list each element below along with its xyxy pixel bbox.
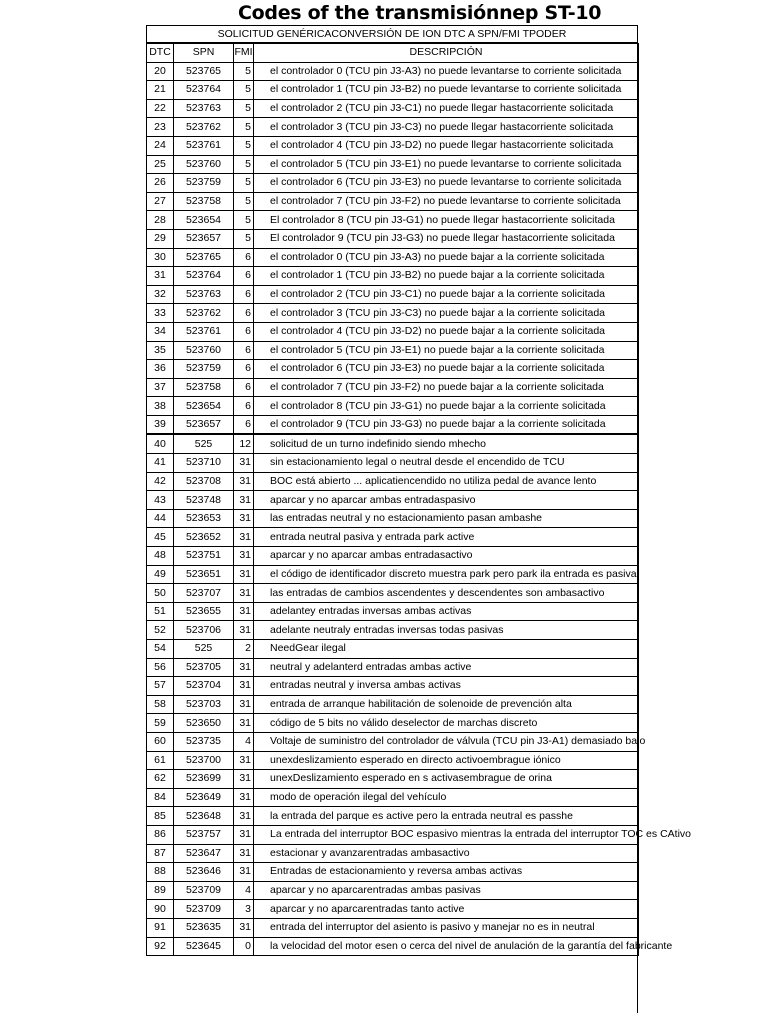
table-row	[147, 788, 639, 807]
cell-spn: 523760	[174, 155, 234, 174]
table-row	[147, 378, 639, 397]
cell-description: el controlador 0 (TCU pin J3-A3) no puede bajar a la corriente solicitada	[254, 248, 639, 267]
cell-description: aparcar y no aparcarentradas ambas pasivas	[254, 881, 639, 900]
table-row	[147, 322, 639, 341]
cell-dtc: 23	[147, 118, 174, 137]
cell-description: BOC está abierto ... aplicatiencendido no utiliza pedal de avance lento	[254, 472, 639, 491]
cell-description: el controlador 8 (TCU pin J3-G1) no puede bajar a la corriente solicitada	[254, 397, 639, 416]
cell-spn: 523735	[174, 732, 234, 751]
table-row	[147, 658, 639, 677]
cell-description: el controlador 4 (TCU pin J3-D2) no puede bajar a la corriente solicitada	[254, 322, 639, 341]
cell-dtc: 21	[147, 81, 174, 100]
cell-fmi: 5	[234, 192, 254, 211]
cell-fmi: 6	[234, 322, 254, 341]
table-row	[147, 881, 639, 900]
cell-fmi: 3	[234, 900, 254, 919]
cell-spn: 523708	[174, 472, 234, 491]
cell-description: el controlador 6 (TCU pin J3-E3) no puede levantarse to corriente solicitada	[254, 174, 639, 193]
table-row	[147, 136, 639, 155]
cell-fmi: 2	[234, 640, 254, 659]
cell-spn: 523655	[174, 602, 234, 621]
cell-dtc: 43	[147, 491, 174, 510]
cell-dtc: 56	[147, 658, 174, 677]
cell-fmi: 31	[234, 788, 254, 807]
cell-description: el controlador 0 (TCU pin J3-A3) no puede levantarse to corriente solicitada	[254, 62, 639, 81]
cell-spn: 523703	[174, 695, 234, 714]
cell-description: la velocidad del motor esen o cerca del nivel de anulación de la garantía del fabricante	[254, 937, 639, 956]
table-row	[147, 677, 639, 696]
table-row	[147, 528, 639, 547]
cell-description: el controlador 1 (TCU pin J3-B2) no puede levantarse to corriente solicitada	[254, 81, 639, 100]
table-row	[147, 397, 639, 416]
cell-dtc: 36	[147, 360, 174, 379]
cell-spn: 523650	[174, 714, 234, 733]
dtc-table	[146, 43, 691, 956]
cell-dtc: 88	[147, 863, 174, 882]
table-row	[147, 304, 639, 323]
cell-dtc: 28	[147, 211, 174, 230]
cell-description: el controlador 7 (TCU pin J3-F2) no puede levantarse to corriente solicitada	[254, 192, 639, 211]
cell-dtc: 51	[147, 602, 174, 621]
cell-fmi: 5	[234, 81, 254, 100]
cell-description: Entradas de estacionamiento y reversa ambas activas	[254, 863, 639, 882]
cell-description: el controlador 7 (TCU pin J3-F2) no puede bajar a la corriente solicitada	[254, 378, 639, 397]
cell-dtc: 26	[147, 174, 174, 193]
cell-dtc: 44	[147, 509, 174, 528]
cell-description: las entradas de cambios ascendentes y descendentes son ambasactivo	[254, 584, 639, 603]
cell-spn: 523699	[174, 770, 234, 789]
cell-spn: 523646	[174, 863, 234, 882]
cell-spn: 523653	[174, 509, 234, 528]
cell-spn: 523707	[174, 584, 234, 603]
cell-spn: 523764	[174, 267, 234, 286]
table-row	[147, 174, 639, 193]
cell-spn: 523651	[174, 565, 234, 584]
cell-spn: 523759	[174, 174, 234, 193]
table-row	[147, 229, 639, 248]
table-row	[147, 434, 639, 453]
cell-description: Voltaje de suministro del controlador de válvula (TCU pin J3-A1) demasiado bajo	[254, 732, 639, 751]
table-row	[147, 825, 639, 844]
cell-spn: 523710	[174, 454, 234, 473]
table-row	[147, 155, 639, 174]
cell-spn: 523652	[174, 528, 234, 547]
cell-spn: 523648	[174, 807, 234, 826]
table-row	[147, 937, 639, 956]
cell-spn: 523762	[174, 304, 234, 323]
cell-spn: 523700	[174, 751, 234, 770]
cell-fmi: 31	[234, 491, 254, 510]
cell-spn: 523654	[174, 211, 234, 230]
cell-dtc: 25	[147, 155, 174, 174]
cell-dtc: 54	[147, 640, 174, 659]
cell-description: entrada neutral pasiva y entrada park active	[254, 528, 639, 547]
cell-spn: 523757	[174, 825, 234, 844]
table-row	[147, 99, 639, 118]
cell-dtc: 20	[147, 62, 174, 81]
cell-fmi: 31	[234, 807, 254, 826]
cell-description: entrada de arranque habilitación de solenoide de prevención alta	[254, 695, 639, 714]
cell-dtc: 42	[147, 472, 174, 491]
cell-dtc: 90	[147, 900, 174, 919]
cell-dtc: 92	[147, 937, 174, 956]
cell-fmi: 31	[234, 714, 254, 733]
cell-description: el controlador 2 (TCU pin J3-C1) no puede bajar a la corriente solicitada	[254, 285, 639, 304]
cell-fmi: 31	[234, 584, 254, 603]
cell-spn: 523645	[174, 937, 234, 956]
column-header-description: DESCRIPCIÓN	[254, 44, 639, 63]
cell-dtc: 39	[147, 415, 174, 434]
table-row	[147, 81, 639, 100]
table-row	[147, 341, 639, 360]
cell-dtc: 57	[147, 677, 174, 696]
column-header-fmi: FMI	[234, 44, 254, 63]
cell-dtc: 91	[147, 918, 174, 937]
table-row	[147, 62, 639, 81]
cell-dtc: 85	[147, 807, 174, 826]
column-header-spn: SPN	[174, 44, 234, 63]
cell-spn: 523764	[174, 81, 234, 100]
cell-dtc: 60	[147, 732, 174, 751]
cell-description: entrada del interruptor del asiento is pasivo y manejar no es in neutral	[254, 918, 639, 937]
cell-dtc: 37	[147, 378, 174, 397]
cell-description: sin estacionamiento legal o neutral desde el encendido de TCU	[254, 454, 639, 473]
cell-fmi: 31	[234, 918, 254, 937]
table-row	[147, 900, 639, 919]
cell-description: el controlador 6 (TCU pin J3-E3) no puede bajar a la corriente solicitada	[254, 360, 639, 379]
cell-fmi: 31	[234, 472, 254, 491]
cell-spn: 523765	[174, 62, 234, 81]
table-row	[147, 640, 639, 659]
table-row	[147, 732, 639, 751]
cell-spn: 523763	[174, 99, 234, 118]
cell-spn: 523761	[174, 136, 234, 155]
cell-spn: 523758	[174, 192, 234, 211]
cell-spn: 523760	[174, 341, 234, 360]
cell-description: código de 5 bits no válido deselector de marchas discreto	[254, 714, 639, 733]
table-row	[147, 454, 639, 473]
cell-fmi: 5	[234, 155, 254, 174]
cell-description: el controlador 9 (TCU pin J3-G3) no puede bajar a la corriente solicitada	[254, 415, 639, 434]
cell-description: las entradas neutral y no estacionamiento pasan ambashe	[254, 509, 639, 528]
cell-fmi: 31	[234, 825, 254, 844]
cell-fmi: 31	[234, 751, 254, 770]
cell-description: adelante neutraly entradas inversas todas pasivas	[254, 621, 639, 640]
cell-description: el controlador 5 (TCU pin J3-E1) no puede levantarse to corriente solicitada	[254, 155, 639, 174]
table-row	[147, 118, 639, 137]
cell-fmi: 31	[234, 621, 254, 640]
cell-fmi: 6	[234, 285, 254, 304]
cell-fmi: 6	[234, 341, 254, 360]
table-row	[147, 844, 639, 863]
cell-description: el controlador 1 (TCU pin J3-B2) no puede bajar a la corriente solicitada	[254, 267, 639, 286]
cell-description: la entrada del parque es active pero la entrada neutral es passhe	[254, 807, 639, 826]
cell-fmi: 6	[234, 397, 254, 416]
cell-fmi: 31	[234, 658, 254, 677]
table-subheader: SOLICITUD GENÉRICACONVERSIÓN DE ION DTC A SPN/FMI TPODER	[146, 25, 638, 43]
cell-spn: 523709	[174, 900, 234, 919]
cell-description: el código de identificador discreto muestra park pero park ila entrada es pasiva	[254, 565, 639, 584]
cell-dtc: 58	[147, 695, 174, 714]
cell-dtc: 24	[147, 136, 174, 155]
cell-spn: 523657	[174, 229, 234, 248]
table-header-row	[147, 44, 639, 63]
cell-description: unexdeslizamiento esperado en directo activoembrague iónico	[254, 751, 639, 770]
cell-description: La entrada del interruptor BOC espasivo mientras la entrada del interruptor TOC es CAtivo	[254, 825, 639, 844]
cell-dtc: 29	[147, 229, 174, 248]
cell-dtc: 49	[147, 565, 174, 584]
cell-fmi: 5	[234, 229, 254, 248]
cell-spn: 523704	[174, 677, 234, 696]
table-row	[147, 211, 639, 230]
cell-description: aparcar y no aparcar ambas entradaspasivo	[254, 491, 639, 510]
cell-description: neutral y adelanterd entradas ambas active	[254, 658, 639, 677]
cell-fmi: 31	[234, 454, 254, 473]
cell-spn: 523765	[174, 248, 234, 267]
cell-description: estacionar y avanzarentradas ambasactivo	[254, 844, 639, 863]
cell-spn: 523657	[174, 415, 234, 434]
table-row	[147, 472, 639, 491]
cell-dtc: 27	[147, 192, 174, 211]
cell-fmi: 6	[234, 360, 254, 379]
cell-fmi: 0	[234, 937, 254, 956]
cell-fmi: 31	[234, 844, 254, 863]
cell-spn: 523647	[174, 844, 234, 863]
page-title: Codes of the transmisiónnep ST-10	[238, 2, 602, 24]
table-row	[147, 192, 639, 211]
cell-dtc: 50	[147, 584, 174, 603]
cell-fmi: 4	[234, 732, 254, 751]
table-right-border	[637, 43, 638, 1013]
cell-description: el controlador 4 (TCU pin J3-D2) no puede llegar hastacorriente solicitada	[254, 136, 639, 155]
cell-dtc: 22	[147, 99, 174, 118]
cell-fmi: 31	[234, 602, 254, 621]
cell-dtc: 45	[147, 528, 174, 547]
cell-dtc: 30	[147, 248, 174, 267]
cell-spn: 523654	[174, 397, 234, 416]
cell-fmi: 5	[234, 174, 254, 193]
table-row	[147, 621, 639, 640]
cell-description: modo de operación ilegal del vehículo	[254, 788, 639, 807]
cell-dtc: 33	[147, 304, 174, 323]
cell-fmi: 6	[234, 248, 254, 267]
cell-dtc: 41	[147, 454, 174, 473]
cell-description: el controlador 3 (TCU pin J3-C3) no puede bajar a la corriente solicitada	[254, 304, 639, 323]
cell-spn: 523709	[174, 881, 234, 900]
cell-dtc: 48	[147, 547, 174, 566]
cell-description: el controlador 3 (TCU pin J3-C3) no puede llegar hastacorriente solicitada	[254, 118, 639, 137]
cell-description: unexDeslizamiento esperado en s activasembrague de orina	[254, 770, 639, 789]
column-header-dtc: DTC	[147, 44, 174, 63]
cell-fmi: 5	[234, 118, 254, 137]
cell-spn: 523748	[174, 491, 234, 510]
cell-fmi: 5	[234, 136, 254, 155]
cell-description: el controlador 5 (TCU pin J3-E1) no puede bajar a la corriente solicitada	[254, 341, 639, 360]
table-row	[147, 918, 639, 937]
cell-dtc: 52	[147, 621, 174, 640]
cell-fmi: 31	[234, 863, 254, 882]
cell-fmi: 12	[234, 434, 254, 453]
cell-spn: 523759	[174, 360, 234, 379]
cell-description: El controlador 8 (TCU pin J3-G1) no puede llegar hastacorriente solicitada	[254, 211, 639, 230]
cell-spn: 523762	[174, 118, 234, 137]
cell-dtc: 32	[147, 285, 174, 304]
table-row	[147, 248, 639, 267]
cell-spn: 525	[174, 640, 234, 659]
cell-spn: 523705	[174, 658, 234, 677]
cell-fmi: 31	[234, 547, 254, 566]
cell-dtc: 86	[147, 825, 174, 844]
cell-description: aparcar y no aparcarentradas tanto active	[254, 900, 639, 919]
table-row	[147, 770, 639, 789]
table-row	[147, 584, 639, 603]
cell-description: aparcar y no aparcar ambas entradasactivo	[254, 547, 639, 566]
table-row	[147, 807, 639, 826]
cell-spn: 523751	[174, 547, 234, 566]
table-row	[147, 751, 639, 770]
cell-fmi: 31	[234, 770, 254, 789]
cell-fmi: 6	[234, 415, 254, 434]
cell-spn: 523758	[174, 378, 234, 397]
cell-description: adelantey entradas inversas ambas activas	[254, 602, 639, 621]
cell-fmi: 4	[234, 881, 254, 900]
cell-fmi: 5	[234, 99, 254, 118]
cell-spn: 523706	[174, 621, 234, 640]
cell-dtc: 34	[147, 322, 174, 341]
table-row	[147, 491, 639, 510]
cell-fmi: 6	[234, 267, 254, 286]
table-row	[147, 602, 639, 621]
cell-spn: 523649	[174, 788, 234, 807]
cell-fmi: 31	[234, 528, 254, 547]
cell-dtc: 61	[147, 751, 174, 770]
cell-fmi: 31	[234, 695, 254, 714]
cell-fmi: 6	[234, 378, 254, 397]
table-row	[147, 714, 639, 733]
cell-fmi: 5	[234, 62, 254, 81]
cell-dtc: 89	[147, 881, 174, 900]
table-row	[147, 360, 639, 379]
cell-dtc: 31	[147, 267, 174, 286]
cell-fmi: 6	[234, 304, 254, 323]
cell-description: NeedGear ilegal	[254, 640, 639, 659]
cell-dtc: 59	[147, 714, 174, 733]
cell-spn: 525	[174, 434, 234, 453]
cell-description: El controlador 9 (TCU pin J3-G3) no puede llegar hastacorriente solicitada	[254, 229, 639, 248]
cell-fmi: 5	[234, 211, 254, 230]
table-row	[147, 565, 639, 584]
cell-dtc: 38	[147, 397, 174, 416]
cell-fmi: 31	[234, 565, 254, 584]
table-row	[147, 547, 639, 566]
cell-spn: 523763	[174, 285, 234, 304]
cell-spn: 523635	[174, 918, 234, 937]
cell-fmi: 31	[234, 677, 254, 696]
cell-dtc: 84	[147, 788, 174, 807]
table-row	[147, 695, 639, 714]
table-row	[147, 267, 639, 286]
cell-fmi: 31	[234, 509, 254, 528]
cell-description: solicitud de un turno indefinido siendo mhecho	[254, 434, 639, 453]
cell-description: entradas neutral y inversa ambas activas	[254, 677, 639, 696]
cell-dtc: 35	[147, 341, 174, 360]
cell-description: el controlador 2 (TCU pin J3-C1) no puede llegar hastacorriente solicitada	[254, 99, 639, 118]
cell-dtc: 40	[147, 434, 174, 453]
table-row	[147, 509, 639, 528]
table-row	[147, 863, 639, 882]
cell-dtc: 87	[147, 844, 174, 863]
table-row	[147, 285, 639, 304]
cell-dtc: 62	[147, 770, 174, 789]
cell-spn: 523761	[174, 322, 234, 341]
table-row	[147, 415, 639, 434]
